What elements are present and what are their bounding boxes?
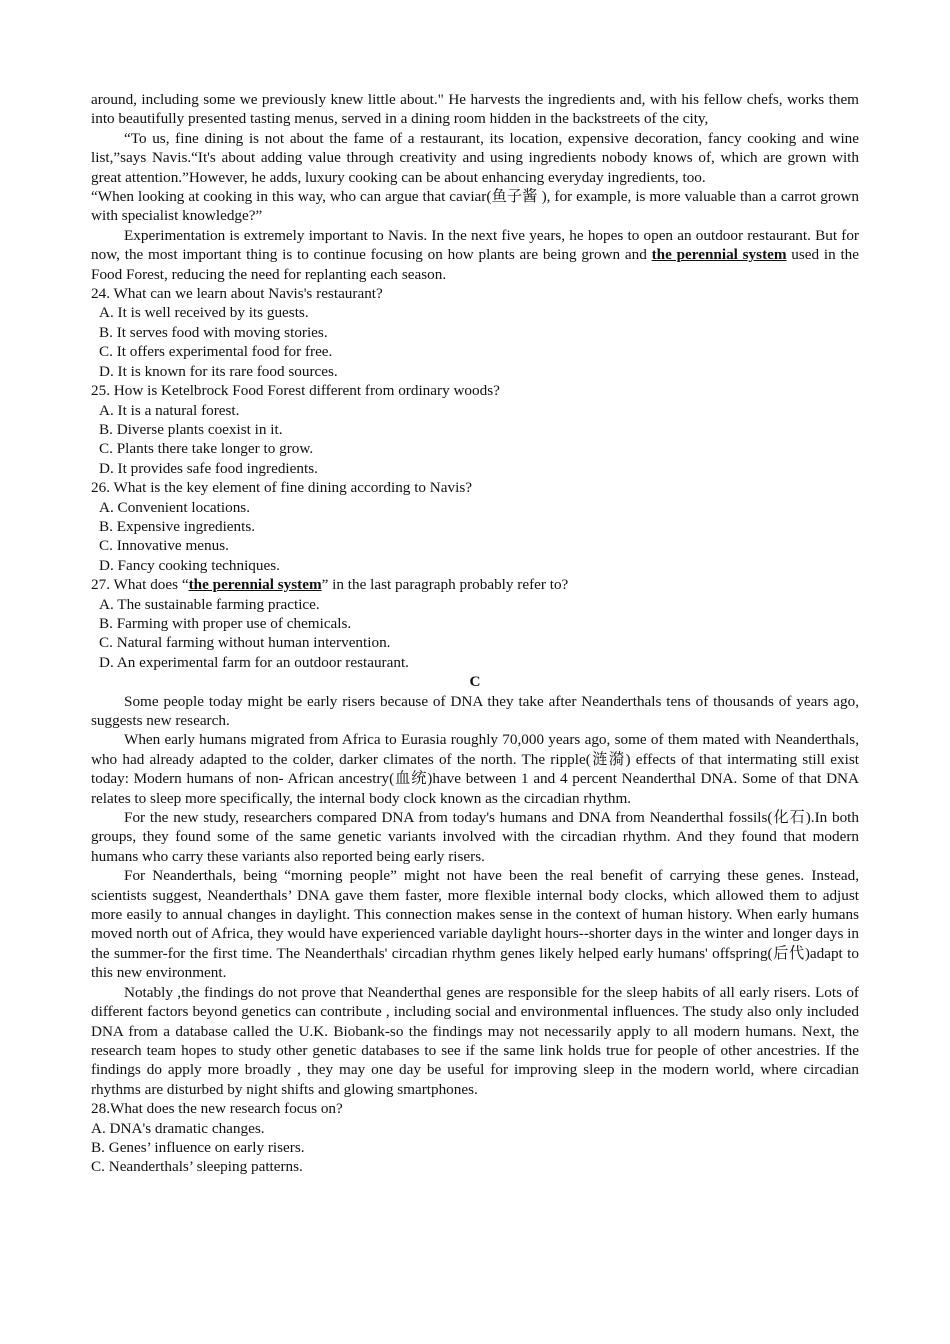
document-page xyxy=(91,90,859,1177)
passage-text: Experimentation is extremely important to Navis. In the next five years, he hopes to open an outdoor restaurant. But for now, the most important thing is to continue focusing on how plants are being grown and xyxy=(91,226,859,264)
question-24: 24. What can we learn about Navis's restaurant? xyxy=(91,285,383,303)
option: A. Convenient locations. xyxy=(99,498,251,516)
option: B. Expensive ingredients. xyxy=(99,517,256,535)
option: D. It provides safe food ingredients. xyxy=(99,459,318,477)
passage-text: used in the Food Forest, reducing the need for replanting each season. xyxy=(91,246,859,283)
passage-paragraph: When early humans migrated from Africa to Eurasia roughly 70,000 years ago, some of them mated with Neanderthals, who had already adapted to the colder, darker climates of the north. The ripple(涟漪) effects of that intermating still exist today: Modern humans of non- African ancestry(血统)have between 1 and 4 percent Neanderthal DNA. Some of that DNA relates to sleep more specifically, the internal body clock known as the circadian rhythm. xyxy=(91,731,859,807)
passage-paragraph: For the new study, researchers compared DNA from today's humans and DNA from Neanderthal fossils(化石).In both groups, they found some of the same genetic variants involved with the circadian rhythm. And they found that modern humans who carry these variants also reported being early risers. xyxy=(91,809,859,865)
emphasized-term: the perennial system xyxy=(188,576,322,594)
option: C. It offers experimental food for free. xyxy=(99,343,333,361)
option: A. The sustainable farming practice. xyxy=(99,595,320,613)
passage-paragraph: Notably ,the findings do not prove that Neanderthal genes are responsible for the sleep habits of all early risers. Lots of different factors beyond genetics can contribute , including social and environmental influences. The study also only included DNA from a database called the U.K. Biobank-so the findings may not necessarily apply to all modern humans. Next, the research team hopes to study other genetic databases to see if the same link holds true for people of other ancestries. If the findings do apply more broadly , they may one day be useful for improving sleep in the modern world, where circadian rhythms are disturbed by night shifts and glowing smartphones. xyxy=(91,983,859,1098)
passage-paragraph: For Neanderthals, being “morning people” might not have been the real benefit of carrying these genes. Instead, scientists suggest, Neanderthals’ DNA gave them faster, more flexible internal body clocks, which allowed them to adjust more easily to annual changes in daylight. This connection makes sense in the context of human history. When early humans moved north out of Africa, they would have experienced variable daylight hours--shorter days in the winter and longer days in the summer-for the first time. The Neanderthals' circadian rhythm genes likely helped early humans' offspring(后代)adapt to this new environment. xyxy=(91,867,859,982)
option: D. Fancy cooking techniques. xyxy=(99,556,280,574)
question-26: 26. What is the key element of fine dining according to Navis? xyxy=(91,479,472,497)
question-28: 28.What does the new research focus on? xyxy=(91,1100,343,1118)
emphasized-term: the perennial system xyxy=(651,246,787,264)
question-25: 25. How is Ketelbrock Food Forest different from ordinary woods? xyxy=(91,382,500,400)
option: C. Natural farming without human intervention. xyxy=(99,634,391,652)
question-text: ” in the last paragraph probably refer to? xyxy=(321,576,569,594)
passage-paragraph: around, including some we previously knew little about." He harvests the ingredients and, with his fellow chefs, works them into beautifully presented tasting menus, served in a dining room hidden in the backstreets of the city, xyxy=(91,91,859,128)
option: C. Neanderthals’ sleeping patterns. xyxy=(91,1158,303,1176)
question-text: 27. What does “ xyxy=(91,576,189,594)
option: C. Innovative menus. xyxy=(99,537,229,555)
option: A. It is a natural forest. xyxy=(99,401,240,419)
option: B. Diverse plants coexist in it. xyxy=(99,420,283,438)
option: B. Genes’ influence on early risers. xyxy=(91,1138,305,1156)
option: D. It is known for its rare food sources. xyxy=(99,362,338,380)
question-27 xyxy=(91,575,859,594)
passage-paragraph xyxy=(91,226,859,284)
section-heading: C xyxy=(469,673,481,691)
passage-paragraph: “When looking at cooking in this way, who can argue that caviar(鱼子酱 ), for example, is more valuable than a carrot grown with specialist knowledge?” xyxy=(91,188,859,225)
passage-paragraph: Some people today might be early risers because of DNA they take after Neanderthals tens of thousands of years ago, suggests new research. xyxy=(91,692,859,729)
option: B. It serves food with moving stories. xyxy=(99,323,328,341)
passage-paragraph: “To us, fine dining is not about the fame of a restaurant, its location, expensive decoration, fancy cooking and wine list,”says Navis.“It's about adding value through creativity and using ingredients nobody knows of, which are grown with great attention.”However, he adds, luxury cooking can be about enhancing everyday ingredients, too. xyxy=(91,129,859,186)
option: A. It is well received by its guests. xyxy=(99,304,309,322)
option: B. Farming with proper use of chemicals. xyxy=(99,614,352,632)
option: D. An experimental farm for an outdoor restaurant. xyxy=(99,653,409,671)
option: C. Plants there take longer to grow. xyxy=(99,440,314,458)
option: A. DNA's dramatic changes. xyxy=(91,1119,265,1137)
